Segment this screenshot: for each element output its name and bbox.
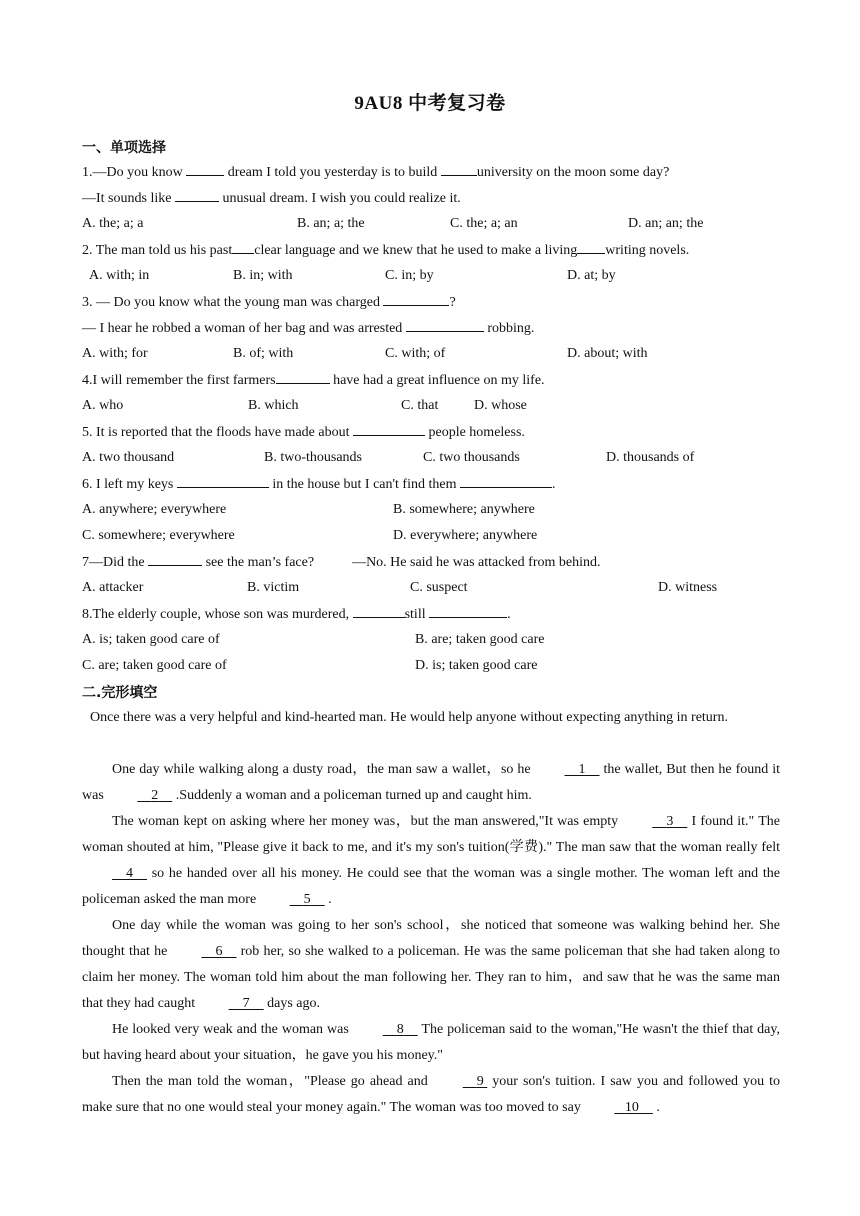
question-3-reply: — I hear he robbed a woman of her bag and was arrested robbing.: [82, 321, 535, 336]
section-heading-multiple-choice: 一、单项选择: [82, 140, 166, 156]
option-c: C. with; of: [385, 346, 446, 361]
answer-blank: [353, 605, 405, 618]
question-4: 4.I will remember the first farmers have had a great influence on my life.: [82, 373, 545, 388]
option-a: A. is; taken good care of: [82, 632, 220, 647]
option-a: A. with; in: [89, 268, 150, 283]
option-c: C. suspect: [410, 580, 468, 595]
answer-blank: [406, 319, 484, 332]
answer-blank: [383, 293, 449, 306]
cloze-blank-8: 8: [396, 1022, 404, 1037]
option-a: A. who: [82, 398, 124, 413]
answer-blank: [353, 423, 425, 436]
answer-blank: [232, 241, 254, 254]
option-c: C. the; a; an: [450, 216, 518, 231]
option-a: A. anywhere; everywhere: [82, 502, 227, 517]
answer-blank: [276, 371, 330, 384]
option-a: A. with; for: [82, 346, 148, 361]
page-title: 9AU8 中考复习卷: [354, 93, 506, 114]
option-a: A. the; a; a: [82, 216, 144, 231]
question-8: 8.The elderly couple, whose son was murdered, still .: [82, 607, 511, 622]
option-d: D. about; with: [567, 346, 648, 361]
option-d: D. everywhere; anywhere: [393, 528, 538, 543]
cloze-blank-2: 2: [151, 788, 159, 803]
cloze-blank-3: 3: [666, 814, 674, 829]
option-d: D. an; an; the: [628, 216, 704, 231]
answer-blank: [460, 475, 552, 488]
option-a: A. attacker: [82, 580, 144, 595]
option-b: B. are; taken good care: [415, 632, 545, 647]
option-d: D. at; by: [567, 268, 616, 283]
question-1-reply: —It sounds like unusual dream. I wish you could realize it.: [82, 191, 461, 206]
question-3: 3. — Do you know what the young man was charged ?: [82, 295, 456, 310]
cloze-blank-4: 4: [126, 866, 133, 881]
cloze-blank-7: 7: [242, 996, 250, 1011]
option-a: A. two thousand: [82, 450, 175, 465]
option-c: C. two thousands: [423, 450, 520, 465]
cloze-paragraph-2: One day while walking along a dusty road，the man saw a wallet，so he 1 the wallet, But then he found it was 2 .Suddenly a woman and a policeman turned up and caught him.: [82, 757, 780, 809]
question-2: 2. The man told us his past clear language and we knew that he used to make a living writing novels.: [82, 243, 690, 258]
option-d: D. witness: [658, 580, 718, 595]
cloze-paragraph-3: The woman kept on asking where her money was，but the man answered,"It was empty 3 I found it." The woman shouted at him, "Please give it back to me, and it's my son's tuition(学费)." The man saw that the woman really felt 4 so he handed over all his money. He could see that the woman was a single mother. The woman left and the policeman asked the man more 5 .: [82, 809, 780, 913]
cloze-paragraph-1: Once there was a very helpful and kind-hearted man. He would help anyone without expecting anything in return.: [90, 710, 728, 725]
question-7: 7—Did the see the man’s face? —No. He said he was attacked from behind.: [82, 555, 601, 570]
question-6: 6. I left my keys in the house but I can't find them .: [82, 477, 556, 492]
option-d: D. whose: [474, 398, 527, 413]
option-c: C. that: [401, 398, 439, 413]
answer-blank: [186, 163, 224, 176]
answer-blank: [441, 163, 477, 176]
option-b: B. in; with: [233, 268, 293, 283]
cloze-paragraph-5: He looked very weak and the woman was 8 The policeman said to the woman,"He wasn't the thief that day, but having heard about your situation，he gave you his money.": [82, 1017, 780, 1069]
answer-blank: [148, 553, 202, 566]
cloze-paragraph-4: One day while the woman was going to her son's school，she noticed that someone was walking behind her. She thought that he 6 rob her, so she walked to a policeman. He was the same policeman that she had taken along to claim her money. The woman told him about the man following her. They ran to him，and saw that he was the same man that they had caught 7 days ago.: [82, 913, 780, 1017]
cloze-paragraph-6: Then the man told the woman，"Please go ahead and 9 your son's tuition. I saw you and followed you to make sure that no one would steal your money again." The woman was too moved to say 10 .: [82, 1069, 780, 1121]
section-heading-cloze: 二.完形填空: [82, 685, 158, 701]
option-d: D. is; taken good care: [415, 658, 538, 673]
cloze-blank-5: 5: [303, 892, 311, 907]
option-b: B. victim: [247, 580, 300, 595]
option-c: C. are; taken good care of: [82, 658, 227, 673]
answer-blank: [429, 605, 507, 618]
question-1: 1.—Do you know dream I told you yesterday is to build university on the moon some day?: [82, 165, 670, 180]
option-c: C. in; by: [385, 268, 434, 283]
answer-blank: [577, 241, 605, 254]
option-b: B. an; a; the: [297, 216, 365, 231]
answer-blank: [175, 189, 219, 202]
cloze-blank-10: 10: [624, 1100, 639, 1115]
cloze-blank-1: 1: [578, 762, 586, 777]
option-b: B. somewhere; anywhere: [393, 502, 535, 517]
cloze-blank-9: 9: [476, 1074, 484, 1089]
option-b: B. two-thousands: [264, 450, 362, 465]
option-b: B. which: [248, 398, 299, 413]
answer-blank: [177, 475, 269, 488]
option-b: B. of; with: [233, 346, 294, 361]
option-c: C. somewhere; everywhere: [82, 528, 235, 543]
option-d: D. thousands of: [606, 450, 695, 465]
cloze-blank-6: 6: [215, 944, 223, 959]
question-5: 5. It is reported that the floods have made about people homeless.: [82, 425, 525, 440]
